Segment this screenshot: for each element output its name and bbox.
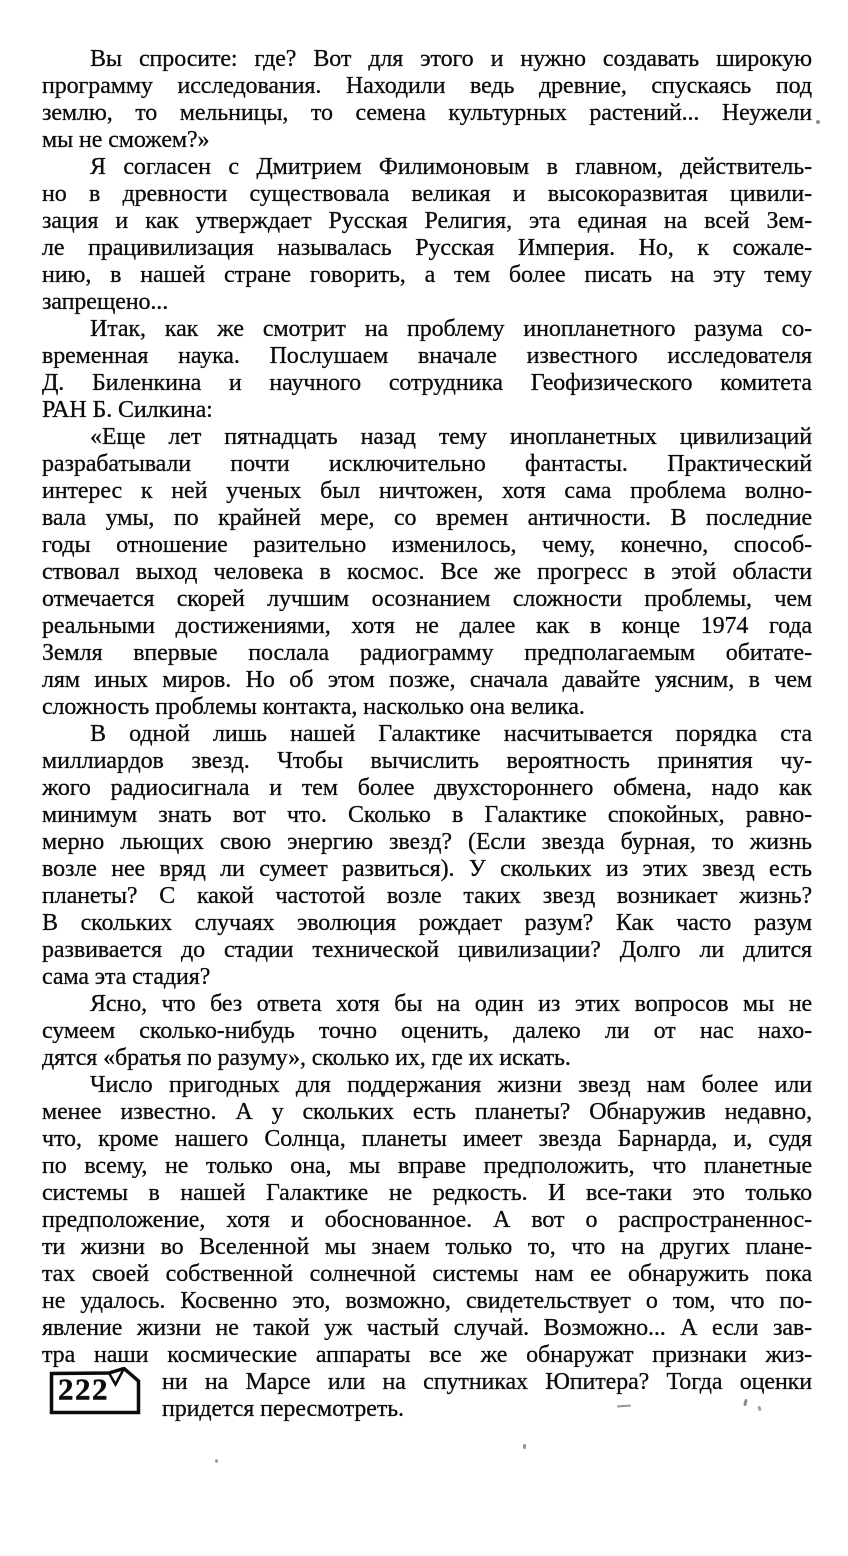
text-line: «Еще лет пятнадцать назад тему инопланетных цивилизаций (90, 424, 812, 450)
text-line: землю, то мельницы, то семена культурных растений... Неужели (42, 100, 812, 126)
text-line: сумеем сколько-нибудь точно оценить, далеко ли от нас нахо- (42, 1018, 812, 1044)
text-line: разрабатывали почти исключительно фантасты. Практический (42, 451, 812, 477)
page-footer (42, 1369, 812, 1423)
text-line: системы в нашей Галактике не редкость. И все-таки это только (42, 1180, 812, 1206)
page-number-badge (49, 1367, 141, 1415)
text-line: отмечается скорей лучшим осознанием сложности проблемы, чем (42, 586, 812, 612)
text-line: Число пригодных для поддержания жизни звезд нам более или (90, 1072, 812, 1098)
text-line: сама эта стадия? (42, 964, 211, 990)
text-line: тра наши космические аппараты все же обнаружат признаки жиз- (42, 1342, 812, 1368)
text-line: временная наука. Послушаем вначале известного исследователя (42, 343, 812, 369)
text-line: предположение, хотя и обоснованное. А вот о распространеннос- (42, 1207, 812, 1233)
text-line: годы отношение разительно изменилось, чему, конечно, способ- (42, 532, 812, 558)
text-line: жого радиосигнала и тем более двухстороннего обмена, надо как (42, 775, 812, 801)
text-line: лям иных миров. Но об этом позже, сначала давайте уясним, в чем (42, 667, 812, 693)
text-line: возле нее вряд ли сумеет развиться). У скольких из этих звезд есть (42, 856, 812, 882)
scan-speck (523, 1444, 526, 1449)
page-number: 222 (58, 1371, 109, 1407)
text-line: придется пересмотреть. (162, 1396, 404, 1422)
text-line: развивается до стадии технической цивилизации? Долго ли длится (42, 937, 812, 963)
text-line: Ясно, что без ответа хотя бы на один из этих вопросов мы не (90, 991, 812, 1017)
text-line: В скольких случаях эволюция рождает разум? Как часто разум (42, 910, 812, 936)
text-line: Вы спросите: где? Вот для этого и нужно создавать широкую (90, 46, 812, 72)
text-line: сложность проблемы контакта, насколько она велика. (42, 694, 585, 720)
text-line: РАН Б. Силкина: (42, 397, 213, 423)
text-line: нию, в нашей стране говорить, а тем более писать на эту тему (42, 262, 812, 288)
text-line: по всему, не только она, мы вправе предположить, что планетные (42, 1153, 812, 1179)
text-line: программу исследования. Находили ведь древние, спускаясь под (42, 73, 812, 99)
text-line: но в древности существовала великая и высокоразвитая цивили- (42, 181, 812, 207)
text-line: дятся «братья по разуму», сколько их, где их искать. (42, 1045, 571, 1071)
text-line: что, кроме нашего Солнца, планеты имеет звезда Барнарда, и, судя (42, 1126, 812, 1152)
scan-speck (816, 120, 820, 124)
footer-text-column (162, 1369, 812, 1423)
text-line: миллиардов звезд. Чтобы вычислить вероятность принятия чу- (42, 748, 812, 774)
text-line: запрещено... (42, 289, 169, 315)
text-line: явление жизни не такой уж частый случай. Возможно... А если зав- (42, 1315, 812, 1341)
text-line: не удалось. Косвенно это, возможно, свидетельствует о том, что по- (42, 1288, 812, 1314)
text-line: ствовал выход человека в космос. Все же прогресс в этой области (42, 559, 812, 585)
text-line: мы не сможем?» (42, 127, 210, 153)
text-line: зация и как утверждает Русская Религия, эта единая на всей Зем- (42, 208, 812, 234)
text-line: реальными достижениями, хотя не далее как в конце 1974 года (42, 613, 812, 639)
text-line: тах своей собственной солнечной системы нам ее обнаружить пока (42, 1261, 812, 1287)
text-line: В одной лишь нашей Галактике насчитывается порядка ста (90, 721, 812, 747)
text-line: планеты? С какой частотой возле таких звезд возникает жизнь? (42, 883, 812, 909)
text-line: Я согласен с Дмитрием Филимоновым в главном, действитель- (90, 154, 812, 180)
text-line: ни на Марсе или на спутниках Юпитера? Тогда оценки (162, 1369, 812, 1395)
scan-speck (215, 1459, 218, 1463)
text-line: Земля впервые послала радиограмму предполагаемым обитате- (42, 640, 812, 666)
text-line: мерно льющих свою энергию звезд? (Если звезда бурная, то жизнь (42, 829, 812, 855)
text-line: менее известно. А у скольких есть планеты? Обнаружив недавно, (42, 1099, 812, 1125)
text-line: Итак, как же смотрит на проблему инопланетного разума со- (90, 316, 812, 342)
text-line: вала умы, по крайней мере, со времен античности. В последние (42, 505, 812, 531)
text-line: минимум знать вот что. Сколько в Галактике спокойных, равно- (42, 802, 812, 828)
text-line: ле працивилизация называлась Русская Империя. Но, к сожале- (42, 235, 812, 261)
text-line: ти жизни во Вселенной мы знаем только то, что на других плане- (42, 1234, 812, 1260)
text-line: Д. Биленкина и научного сотрудника Геофизического комитета (42, 370, 812, 396)
text-line: интерес к ней ученых был ничтожен, хотя сама проблема волно- (42, 478, 812, 504)
page-text-block (42, 46, 812, 1369)
